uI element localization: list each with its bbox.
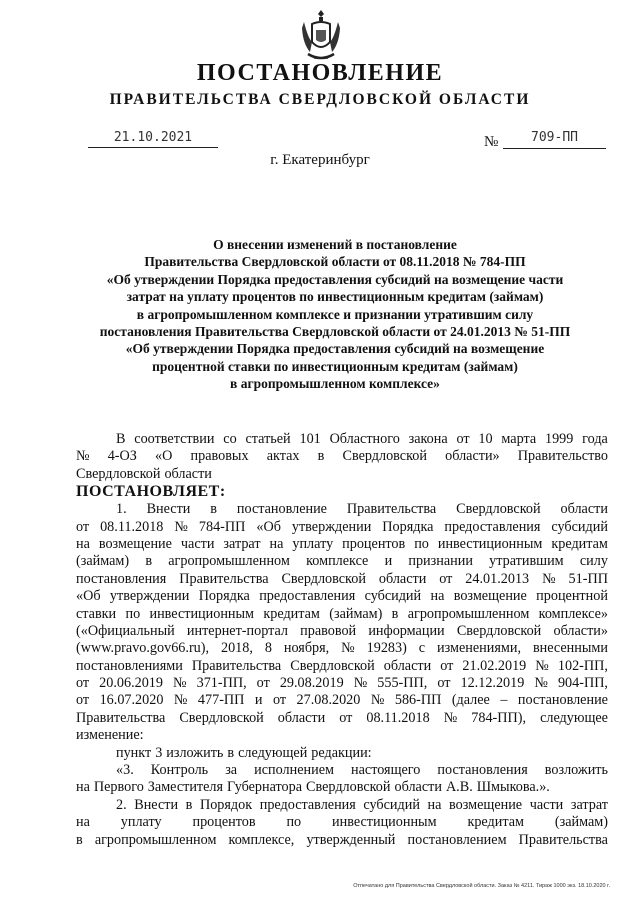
word: 555-ПП,: [377, 675, 428, 692]
word: 29.08.2019: [279, 675, 344, 692]
word: комплексе: [306, 553, 369, 570]
word: следующей: [238, 744, 308, 761]
word: на: [76, 779, 90, 796]
word: следующее: [540, 709, 608, 726]
word: 1999: [544, 431, 574, 447]
word: изменениями,: [437, 640, 522, 657]
word: Правительство: [517, 448, 608, 465]
word: признании: [408, 553, 473, 570]
word: постановления: [76, 570, 167, 587]
heading-line: постановления Правительства Свердловской области от 24.01.2013 № 51-ПП: [99, 324, 571, 340]
word: возмещение: [449, 796, 523, 813]
body-line: [76, 710, 608, 727]
word: возмещение: [98, 535, 172, 552]
word: 2.: [116, 796, 127, 813]
body-line: [76, 762, 608, 779]
word: (займам): [554, 814, 608, 831]
word: «3.: [116, 762, 134, 779]
word: постановление: [517, 692, 608, 709]
word: 10: [478, 431, 493, 447]
word: «Об: [256, 518, 281, 535]
body-line: [76, 658, 608, 675]
word: №: [370, 692, 385, 709]
word: правовой: [300, 622, 357, 639]
word: уплату: [120, 814, 162, 831]
document-heading: [70, 236, 600, 393]
word: от: [439, 570, 453, 587]
word: затрат: [570, 796, 608, 813]
word: Губернатора: [227, 779, 303, 796]
word: Правительства: [191, 657, 282, 674]
word: Внести: [146, 501, 191, 518]
word: постановления: [437, 762, 528, 779]
number-sign: №: [484, 134, 499, 150]
word: Порядка: [198, 588, 250, 605]
word: на: [76, 535, 90, 552]
word: 12.12.2019: [460, 675, 525, 692]
word: Свердловской: [456, 501, 541, 518]
word: на: [76, 814, 90, 831]
body-line: [76, 519, 608, 536]
word: №: [76, 448, 90, 465]
word: области»: [553, 622, 608, 639]
word: утвержденный: [306, 831, 396, 848]
word: области: [164, 465, 212, 482]
body-line: [76, 501, 608, 518]
word: от: [339, 709, 353, 726]
body-line: [76, 675, 608, 692]
heading-line: в агропромышленном комплексе»: [230, 376, 440, 392]
word: Порядок: [199, 796, 253, 813]
word: статьей: [245, 431, 291, 447]
word: интернет-портал: [186, 622, 288, 639]
word: утверждении: [291, 518, 372, 535]
word: закона: [408, 431, 448, 447]
word: «О: [155, 448, 173, 465]
word: (www.pravo.gov66.ru),: [76, 640, 210, 657]
word: от: [440, 657, 454, 674]
word: года: [582, 431, 608, 447]
word: предоставления: [444, 518, 541, 535]
word: субсидий: [551, 518, 608, 535]
word: инвестиционным: [332, 814, 437, 831]
document-type-title: ПОСТАНОВЛЕНИЕ: [196, 60, 444, 86]
body-line: [76, 832, 608, 849]
word: в: [185, 796, 193, 813]
word: возложить: [544, 762, 608, 779]
word: агропромышленном: [94, 831, 217, 848]
word: актах: [266, 448, 300, 465]
word: уплату: [292, 535, 334, 552]
word: в: [76, 831, 83, 848]
word: Шмыкова.».: [476, 779, 550, 796]
body-line: [76, 692, 608, 709]
word: 784-ПП),: [471, 709, 527, 726]
word: постановление: [236, 501, 327, 518]
word: ноября,: [283, 640, 330, 657]
word: Заместителя: [147, 779, 224, 796]
word: («Официальный: [76, 622, 175, 639]
word: инвестиционным: [149, 605, 255, 622]
word: постановлением: [407, 831, 507, 848]
word: и: [254, 692, 263, 709]
heading-line: затрат на уплату процентов по инвестиционным кредитам (займам): [126, 289, 544, 305]
word: 4-ОЗ: [107, 448, 137, 465]
word: процентов: [342, 535, 406, 552]
word: части: [529, 796, 564, 813]
word: от: [76, 518, 90, 535]
body-line: [76, 745, 608, 762]
word: Свердловской: [456, 622, 542, 639]
body-line: [76, 448, 608, 465]
word: предоставления: [259, 588, 356, 605]
word: возмещение: [453, 588, 527, 605]
word: Правительства: [346, 501, 437, 518]
word: от: [437, 675, 451, 692]
word: в: [227, 744, 235, 761]
word: Свердловской: [342, 448, 427, 465]
word: Контроль: [150, 762, 209, 779]
word: –: [500, 692, 508, 709]
body-line: [76, 431, 608, 448]
word: Правительства: [76, 709, 166, 726]
word: области»: [445, 448, 500, 465]
word: 51-ПП: [568, 570, 608, 587]
body-line: [76, 727, 608, 744]
word: 08.11.2018: [366, 709, 430, 726]
word: и: [384, 553, 393, 570]
document-body: [76, 431, 608, 849]
word: области: [560, 501, 608, 518]
word: утратившим: [489, 553, 564, 570]
word: за: [225, 762, 238, 779]
body-line: [76, 466, 608, 483]
word: А.В.: [445, 779, 473, 796]
word: утверждении: [109, 588, 190, 605]
word: на: [427, 796, 442, 813]
word: процентной: [536, 588, 608, 605]
heading-line: Правительства Свердловской области от 08.11.2018 № 784-ПП: [144, 254, 526, 270]
word: пункт: [116, 744, 152, 761]
word: Свердловской: [306, 779, 391, 796]
word: предоставления: [259, 796, 356, 813]
document-number: 709-ПП: [531, 130, 578, 145]
word: от: [76, 692, 90, 709]
word: в: [317, 448, 325, 465]
body-line: [76, 588, 608, 605]
word: по: [286, 814, 302, 831]
word: комплексе,: [228, 831, 295, 848]
word: 8: [264, 640, 272, 657]
word: 3: [155, 744, 163, 761]
heading-line: процентной ставки по инвестиционным кредитам (займам): [152, 358, 518, 374]
heading-line: «Об утверждении Порядка предоставления субсидий на возмещение: [125, 341, 545, 357]
word: В: [116, 431, 126, 447]
word: (займам): [76, 553, 130, 570]
word: субсидий: [363, 796, 420, 813]
word: 101: [299, 431, 321, 447]
word: Свердловской: [290, 657, 375, 674]
word: по: [125, 605, 141, 622]
word: 102-ПП,: [557, 657, 608, 674]
word: Свердловской: [281, 570, 366, 587]
word: 21.02.2019: [462, 657, 527, 674]
heading-line: в агропромышленном комплексе и признании утратившим силу: [136, 306, 534, 322]
word: №: [173, 675, 187, 692]
body-line: [76, 779, 608, 796]
word: кредитам: [467, 814, 524, 831]
word: редакции:: [311, 744, 372, 761]
word: кредитам: [263, 605, 320, 622]
word: ставки: [76, 605, 117, 622]
word: области: [394, 779, 442, 796]
word: (далее: [451, 692, 490, 709]
word: затрат: [223, 535, 261, 552]
word: области: [277, 709, 326, 726]
word: №: [353, 675, 368, 692]
word: Свердловской: [179, 709, 264, 726]
word: 16.07.2020: [99, 692, 164, 709]
word: в: [210, 501, 217, 518]
word: инвестиционным: [437, 535, 543, 552]
word: изложить: [166, 744, 224, 761]
word: №: [535, 657, 549, 674]
word: комплексе»: [538, 605, 608, 622]
word: на: [269, 535, 284, 552]
word: части: [180, 535, 215, 552]
word: субсидий: [364, 588, 422, 605]
word: марта: [501, 431, 537, 447]
word: на: [430, 588, 445, 605]
print-footer: Отпечатано для Правительства Свердловской области. Заказ № 4211. Тираж 1000 экз. 18.10.2020 г.: [353, 883, 610, 889]
word: внесенными: [532, 640, 608, 657]
word: Правительства: [518, 831, 608, 848]
word: Первого: [93, 779, 144, 796]
word: силу: [579, 553, 608, 570]
word: Областного: [329, 431, 400, 447]
word: №: [534, 675, 548, 692]
word: агропромышленном: [168, 553, 290, 570]
body-line: [76, 640, 608, 657]
document-date: 21.10.2021: [113, 130, 193, 145]
word: с: [418, 640, 426, 657]
word: от: [456, 431, 470, 447]
word: «Об: [76, 588, 101, 605]
word: 784-ПП: [198, 518, 246, 535]
word: 2018,: [220, 640, 253, 657]
heading-line: «Об утверждении Порядка предоставления субсидий на возмещение части: [106, 271, 564, 287]
date-underline: [88, 147, 218, 148]
body-line: [76, 623, 608, 640]
word: №: [341, 640, 355, 657]
word: области: [383, 657, 432, 674]
word: 19283): [366, 640, 407, 657]
coat-of-arms-icon: [300, 8, 342, 64]
word: от: [76, 675, 90, 692]
body-line: [76, 553, 608, 570]
word: информации: [368, 622, 445, 639]
word: 24.01.2013: [465, 570, 530, 587]
body-line: [76, 606, 608, 623]
word: исполнением: [254, 762, 334, 779]
word: №: [542, 570, 556, 587]
word: кредитам: [551, 535, 608, 552]
word: Правительства: [179, 570, 269, 587]
body-line: [76, 571, 608, 588]
word: №: [174, 518, 188, 535]
heading-line: О внесении изменений в постановление: [213, 237, 457, 252]
word: 27.08.2020: [296, 692, 361, 709]
word: в: [391, 605, 399, 622]
word: процентов: [192, 814, 256, 831]
number-underline: [503, 148, 606, 149]
body-line: [76, 814, 608, 831]
word: от: [272, 692, 287, 709]
word: в: [145, 553, 153, 570]
word: 20.06.2019: [99, 675, 163, 692]
word: Внести: [134, 796, 179, 813]
word: агропромышленном: [407, 605, 530, 622]
word: изменение:: [76, 727, 144, 744]
body-line: [76, 536, 608, 553]
word: №: [443, 709, 458, 726]
city: г. Екатеринбург: [270, 152, 370, 168]
word: области: [378, 570, 427, 587]
body-line: [76, 797, 608, 814]
word: 586-ПП: [394, 692, 442, 709]
word: 371-ПП,: [196, 675, 247, 692]
word: соответствии: [134, 431, 215, 447]
issuing-authority: ПРАВИТЕЛЬСТВА СВЕРДЛОВСКОЙ ОБЛАСТИ: [109, 91, 531, 108]
word: №: [173, 692, 188, 709]
word: Свердловской: [76, 465, 161, 482]
word: Порядка: [382, 518, 434, 535]
word: настоящего: [351, 762, 421, 779]
word: по: [414, 535, 429, 552]
word: 477-ПП: [197, 692, 245, 709]
word: со: [223, 431, 237, 447]
word: 1.: [116, 501, 127, 518]
word: правовых: [190, 448, 249, 465]
word: (займам): [329, 605, 383, 622]
resolves-keyword: ПОСТАНОВЛЯЕТ:: [76, 483, 226, 501]
word: 08.11.2018: [100, 518, 164, 535]
word: постановлениями: [76, 657, 183, 674]
word: 904-ПП,: [557, 675, 608, 692]
word: от: [256, 675, 270, 692]
